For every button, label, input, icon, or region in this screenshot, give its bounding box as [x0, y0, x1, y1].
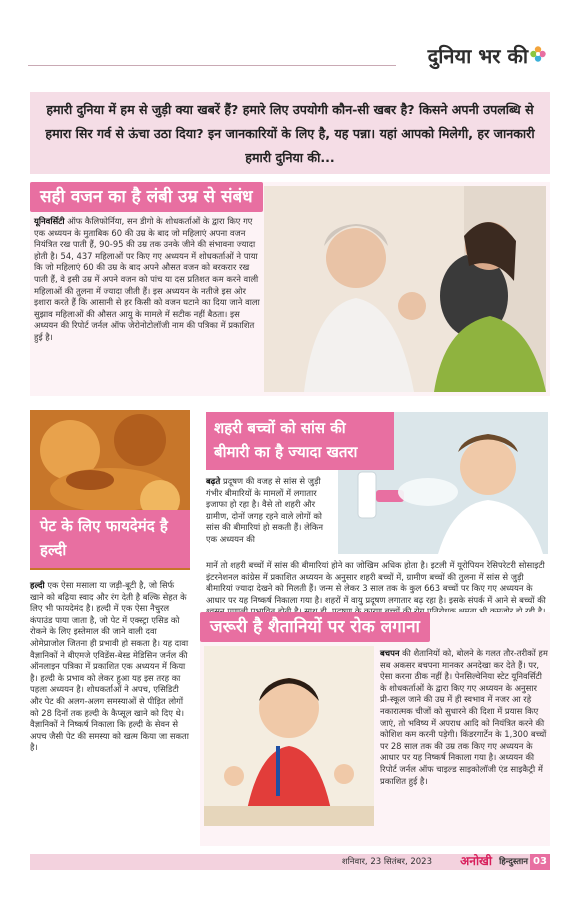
- article-mischief-text: की शैतानियों को, बोलने के गलत तौर-तरीकों हम सब अकसर बचपना मानकर अनदेखा कर देते हैं। पर, ऐसा करना ठीक नहीं है। पेनसिल्वेनिया स्टेट यूनिवर्सिटी के शोधकर्ताओं के द्वारा किए गए अध्ययन के अनुसार प्री-स्कूल जाने की उम्र में ही स्वभाव में नजर आ रहे नकारात्मक चीजों को सुधारने की दिशा में प्रयास किए जाएं, तो भविष्य में अपराध आदि को नियंत्रित करने की कोशिश कम करनी पड़ेगी। किंडरगार्टेन के 1,300 बच्चों पर 28 साल तक की उम्र तक किए गए अध्ययन के आधार पर यह निष्कर्ष निकाला गया है। अध्ययन की रिपोर्ट जर्नल ऑफ चाइल्ड साइकोलॉजी एंड साइकैट्री में प्रकाशित हुई है।: [380, 648, 548, 786]
- section-header: [0, 38, 576, 78]
- intro-box: हमारी दुनिया में हम से जुड़ी क्या खबरें हैं? हमारे लिए उपयोगी कौन-सी खबर है? किसने अपनी उपलब्धि से हमारा सिर गर्व से ऊंचा उठा दिया? इन जानकारियों के लिए है, यह पन्ना। यहां आपको मिलेगी, हर जानकारी हमारी दुनिया की...: [30, 92, 550, 174]
- article-mischief-lead: बचपन: [380, 648, 400, 658]
- page-number: 03: [530, 854, 550, 870]
- article-breathing-headline: शहरी बच्चों को सांस की बीमारी का है ज्यादा खतरा: [206, 412, 394, 470]
- article-breathing-body-a: [206, 476, 330, 546]
- header-rule: [28, 65, 396, 66]
- article-turmeric-text: एक ऐसा मसाला या जड़ी-बूटी है, जो सिर्फ खाने को बढ़िया स्वाद और रंग देती है बल्कि सेहत के लिए भी फायदेमंद है। हल्दी में एक ऐसा नैचुरल कंपाउंड पाया जाता है, जो पेट में एक्स्ट्रा एसिड को रोकने के लिए इस्तेमाल की जाने वाली दवा ओमेप्राजोल जितना ही प्रभावी हो सकता है। यह दावा वैज्ञानिकों ने बीएमजे एविडेंस-बेस्ड मेडिसिन जर्नल की ऑनलाइन पत्रिका में प्रकाशित एक अध्ययन में किया है। हल्दी के प्रभाव को लेकर हुआ यह इस तरह का पहला अध्ययन है। शोधकर्ताओं ने अपच, एसिडिटी और पेट की अलग-अलग समस्याओं से पीड़ित लोगों को 28 दिनों तक हल्दी के कैप्सूल खाने को दिए थे। वैज्ञानिकों ने निष्कर्ष निकाला कि हल्दी के सेवन से अपच जैसी पेट की समस्या को खत्म किया जा सकता है।: [30, 580, 189, 753]
- article-mischief-headline: जरूरी है शैतानियों पर रोक लगाना: [200, 612, 430, 642]
- article-turmeric-lead: हल्दी: [30, 580, 45, 590]
- footer-brand-logo: अनोखी: [460, 854, 492, 868]
- footer-newspaper-name: हिन्दुस्तान: [499, 857, 528, 867]
- article-turmeric-headline: पेट के लिए फायदेमंद है हल्दी: [30, 510, 190, 568]
- article-turmeric-body: [30, 580, 190, 754]
- article-weight-headline: सही वजन का है लंबी उम्र से संबंध: [30, 182, 263, 212]
- fitness-photo: [264, 186, 546, 392]
- flower-icon: [530, 46, 546, 62]
- article-breathing-lead: बढ़ते: [206, 476, 221, 486]
- article-mischief-body: [380, 648, 548, 787]
- article-breathing-body-b: मानें तो शहरी बच्चों में सांस की बीमारियां होने का जोखिम अधिक होता है। इटली में यूरोपियन रेसिपरेटरी सोसाइटी इंटरनेशनल कांग्रेस में प्रकाशित अध्ययन के अनुसार शहरी बच्चों में, ग्रामीण बच्चों की तुलना में सांस से जुड़ी बीमारियां ज्यादा देखने को मिलती हैं। जन्म से लेकर 3 साल तक के कुल 663 बच्चों पर किए गए अध्ययन के आधार पर यह निष्कर्ष निकाला गया है। शहरों में वायु प्रदूषण लगातार बढ़ रहा है। इसके संपर्क में आने से बच्चों की: [206, 560, 546, 605]
- footer-date: शनिवार, 23 सितंबर, 2023: [341, 857, 432, 867]
- article-breathing-text-a: प्रदूषण की वजह से सांस से जुड़ी गंभीर बीमारियों के मामलों में लगातार इजाफा हो रहा है। वैसे तो शहरी और ग्रामीण, दोनों जगह रहने वाले लोगों को सांस की बीमारियां हो सकती हैं। लेकिन एक अध्ययन की: [206, 476, 324, 544]
- article-weight-text: ऑफ कैलिफोर्निया, सन डीगो के शोधकर्ताओं के द्वारा किए गए एक अध्ययन के मुताबिक 60 की उम्र के बाद जो महिलाएं अपना वजन नियंत्रित रख पाती हैं, 90-95 की उम्र तक उनके जीने की संभावना ज्यादा होती है। 54, 437 महिलाओं पर किए गए अध्ययन में शोधकर्ताओं ने पाया कि जो महिलाएं 60 की उम्र के बाद अपने औसत वजन को बरकरार रख पाती हैं, वे इसी उम्र में अपने वजन को पांच या दस प्रतिशत कम करने वाली महिलाओं की तुलना में ज्यादा जीती हैं। इस अध्ययन के नतीजे इस ओर इशारा करते हैं कि आसानी से हर किसी को वजन घटाने का दिया जाने वाला सुझाव महिलाओं की औसत आयु के मामले में सटीक नहीं बैठता। इस अध्ययन की रिपोर्ट जर्नल ऑफ जेरोनोटोलॉजी नाम की पत्रिका में प्रकाशित हुई है।: [34, 216, 260, 342]
- child-painting-photo: [204, 646, 374, 826]
- article-weight-body: [34, 216, 262, 344]
- page-footer: [30, 854, 550, 870]
- section-title: दुनिया भर की: [427, 44, 528, 68]
- article-weight-lead: यूनिवर्सिटी: [34, 216, 65, 226]
